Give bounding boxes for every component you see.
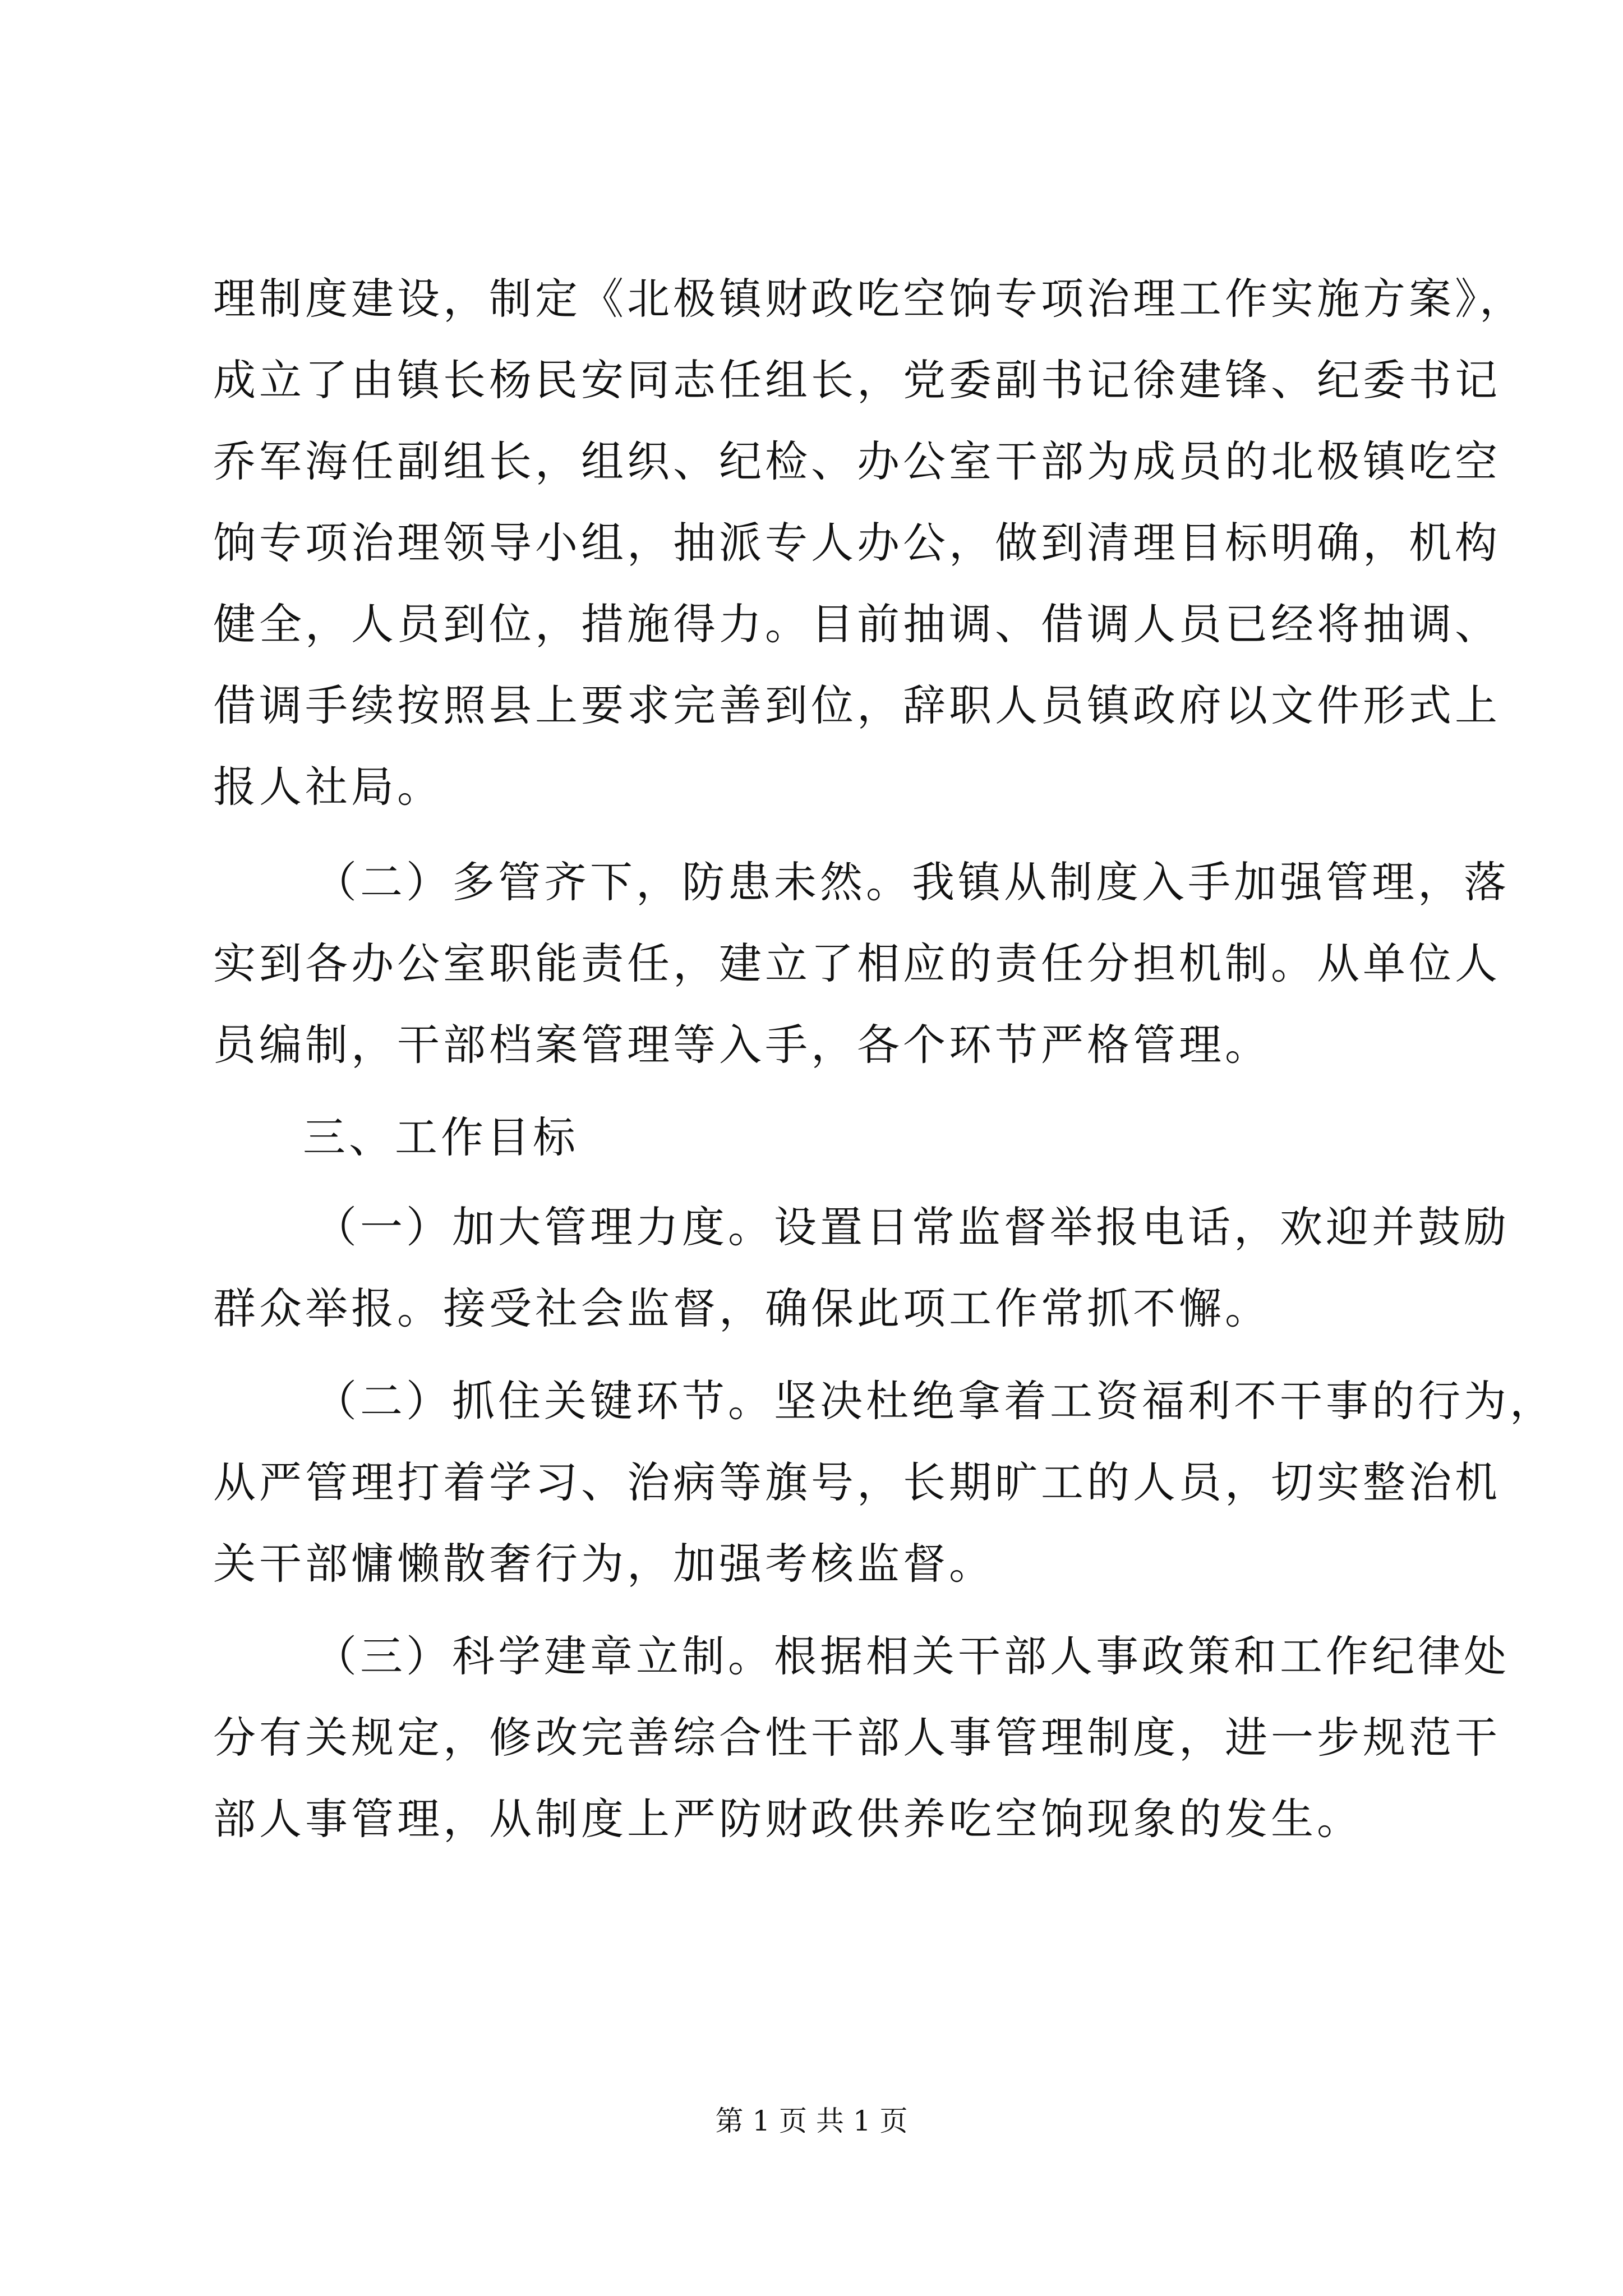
body-line: 关干部慵懒散奢行为，加强考核监督。 bbox=[213, 1539, 995, 1589]
paragraph-start-line: （二）抓住关键环节。坚决杜绝拿着工资福利不干事的行为， bbox=[314, 1376, 1556, 1426]
body-line: 从严管理打着学习、治病等旗号，长期旷工的人员，切实整治机 bbox=[213, 1457, 1501, 1507]
body-line: 部人事管理，从制度上严防财政供养吃空饷现象的发生。 bbox=[213, 1794, 1363, 1844]
paragraph-start-line: （二）多管齐下，防患未然。我镇从制度入手加强管理，落 bbox=[314, 857, 1510, 907]
body-line: 成立了由镇长杨民安同志任组长，党委副书记徐建锋、纪委书记 bbox=[213, 355, 1501, 405]
body-line: 报人社局。 bbox=[213, 762, 443, 812]
body-line: 乔军海任副组长，组织、纪检、办公室干部为成员的北极镇吃空 bbox=[213, 436, 1501, 486]
paragraph-start-line: （一）加大管理力度。设置日常监督举报电话，欢迎并鼓励 bbox=[314, 1202, 1510, 1252]
body-line: 群众举报。接受社会监督，确保此项工作常抓不懈。 bbox=[213, 1283, 1271, 1333]
body-line: 员编制，干部档案管理等入手，各个环节严格管理。 bbox=[213, 1020, 1271, 1070]
body-line: 理制度建设，制定《北极镇财政吃空饷专项治理工作实施方案》， bbox=[213, 274, 1525, 324]
page-number-footer: 第 1 页 共 1 页 bbox=[715, 2105, 908, 2137]
paragraph-start-line: （三）科学建章立制。根据相关干部人事政策和工作纪律处 bbox=[314, 1631, 1510, 1681]
body-line: 健全，人员到位，措施得力。目前抽调、借调人员已经将抽调、 bbox=[213, 599, 1501, 649]
section-heading: 三、工作目标 bbox=[303, 1112, 579, 1162]
body-line: 借调手续按照县上要求完善到位，辞职人员镇政府以文件形式上 bbox=[213, 680, 1501, 730]
body-line: 分有关规定，修改完善综合性干部人事管理制度，进一步规范干 bbox=[213, 1713, 1501, 1763]
body-line: 实到各办公室职能责任，建立了相应的责任分担机制。从单位人 bbox=[213, 938, 1501, 988]
body-line: 饷专项治理领导小组，抽派专人办公，做到清理目标明确，机构 bbox=[213, 518, 1501, 568]
